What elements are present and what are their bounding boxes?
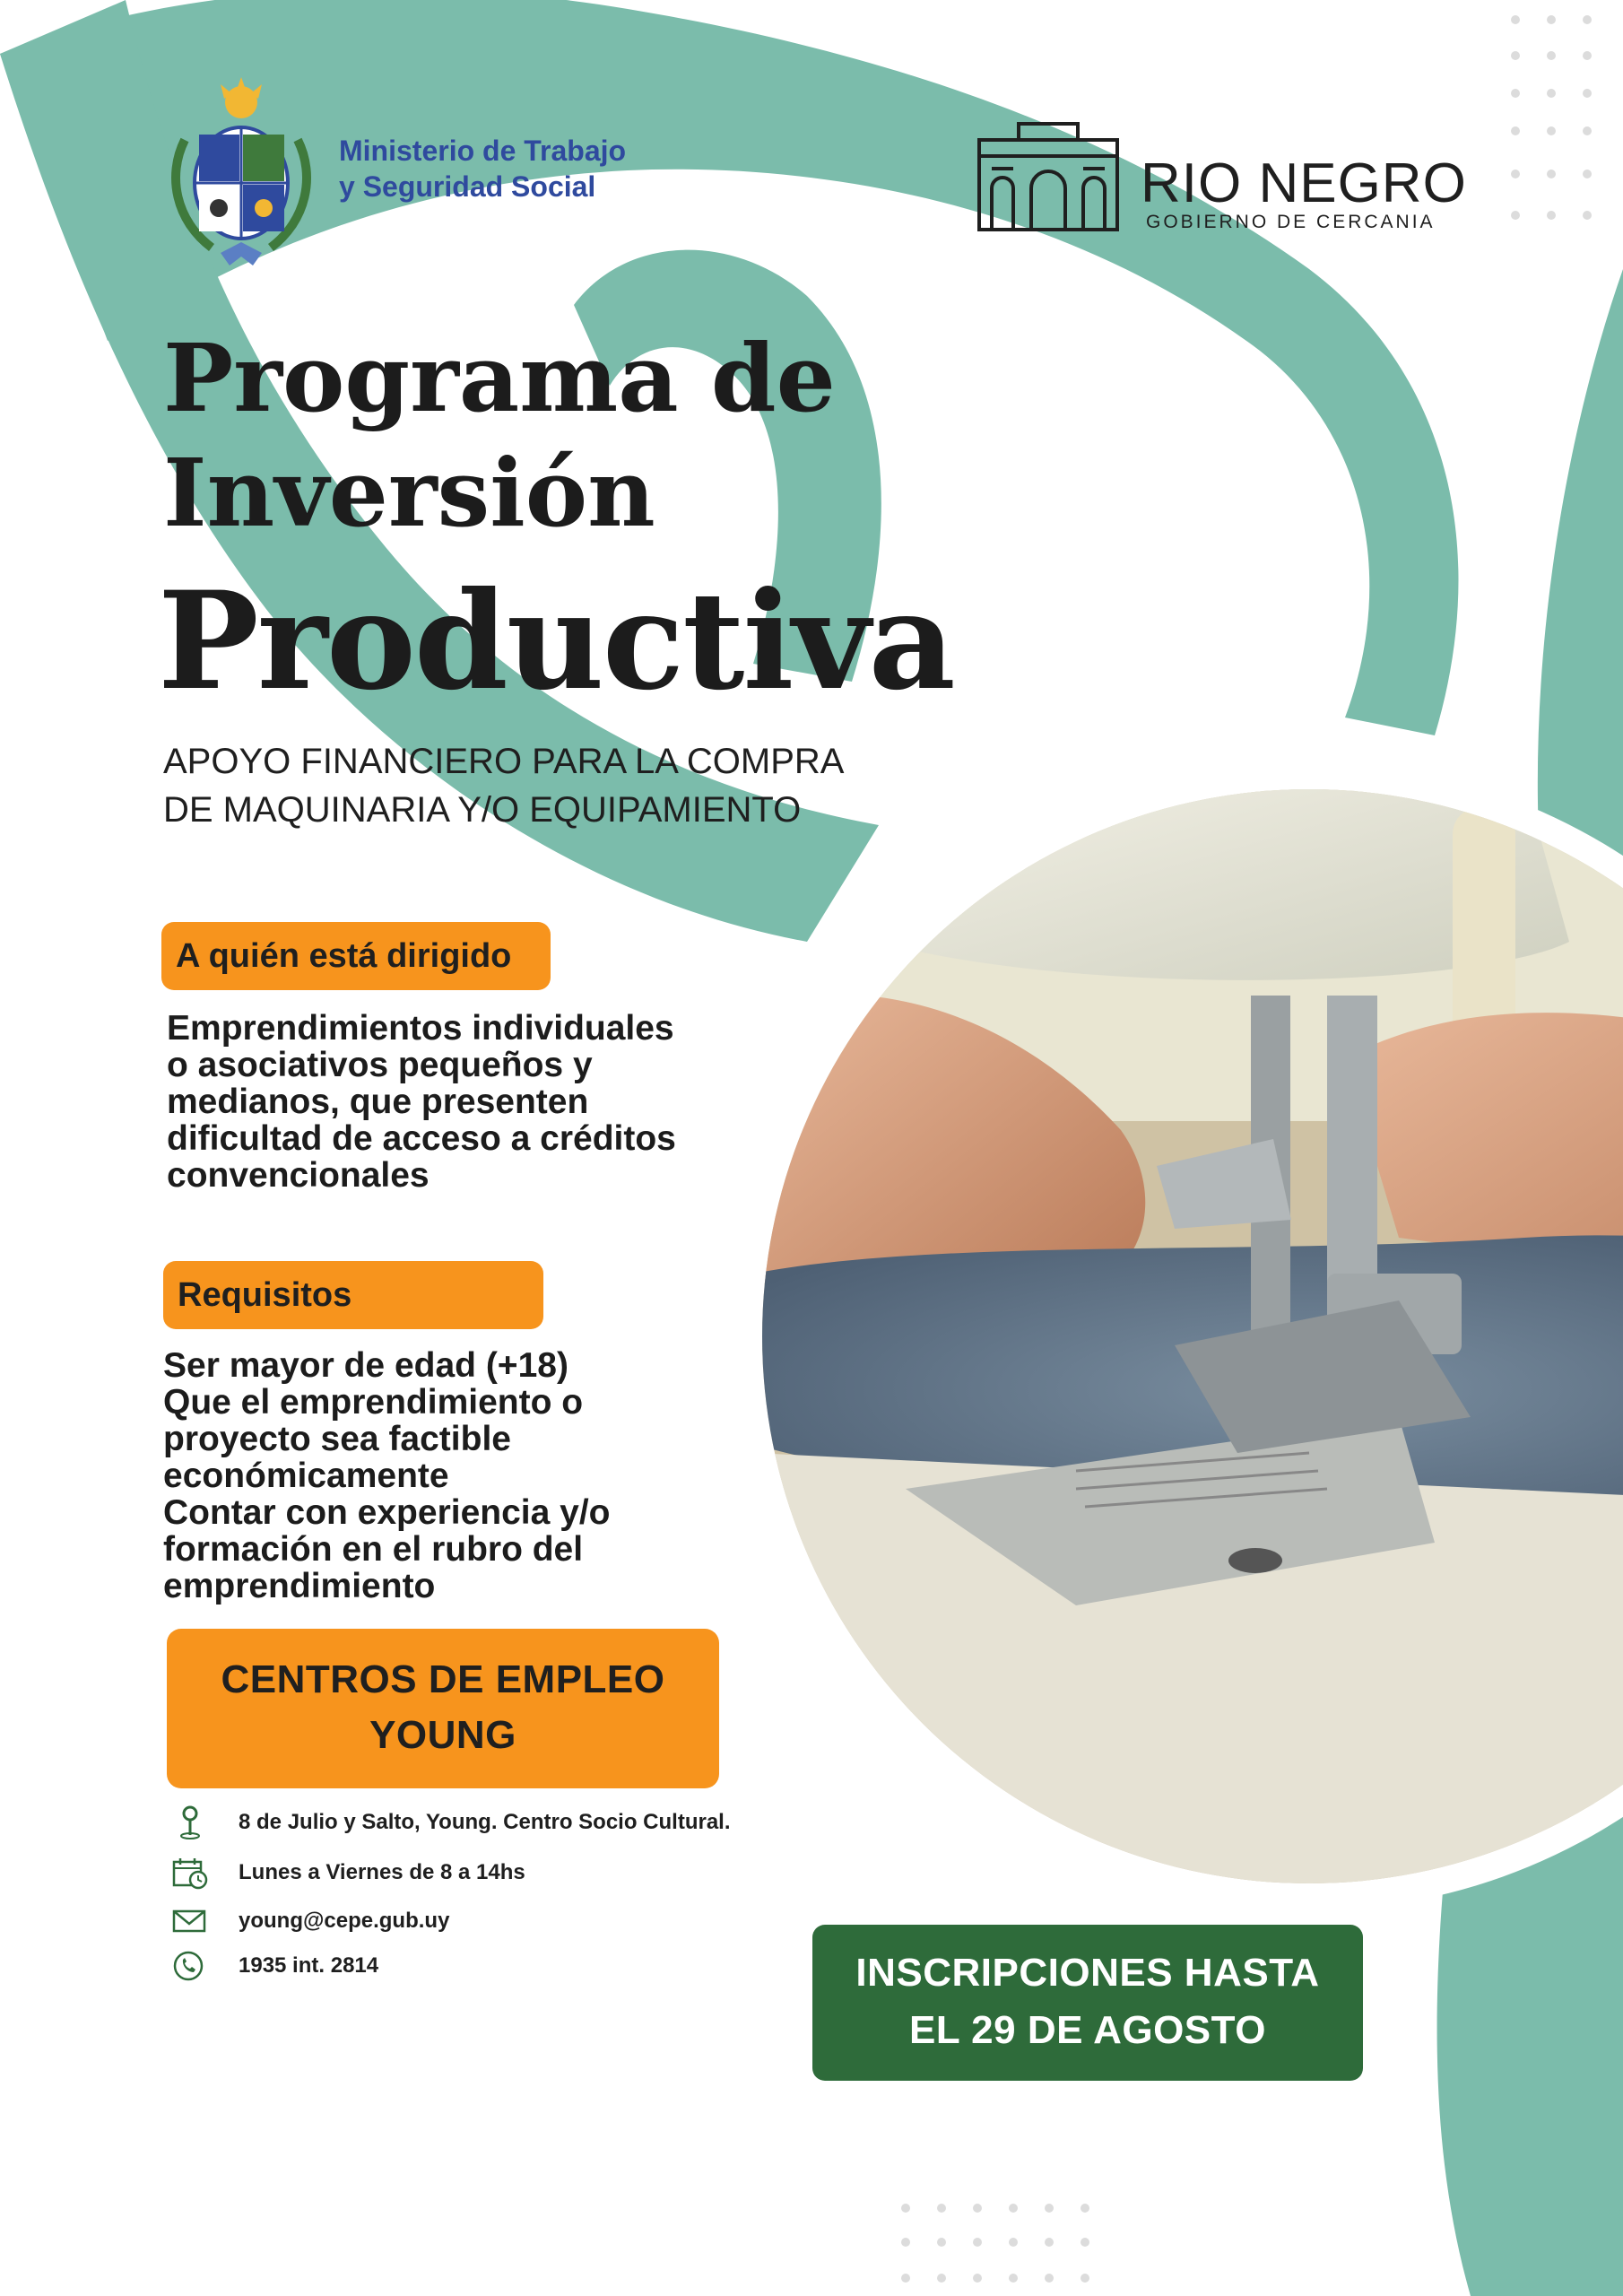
audience-label: A quién está dirigido (161, 922, 551, 990)
subtitle: APOYO FINANCIERO PARA LA COMPRA DE MAQUINARIA Y/O EQUIPAMIENTO (163, 742, 843, 830)
phone-text: 1935 int. 2814 (239, 1953, 379, 1978)
contact-address (170, 1805, 731, 1840)
centros-line-2: YOUNG (369, 1713, 516, 1757)
hours-text: Lunes a Viernes de 8 a 14hs (239, 1860, 525, 1884)
audience-text: Emprendimientos individuales o asociativos pequeños y medianos, que presenten dificultad de acceso a créditos convencionales (167, 1009, 676, 1195)
centros-de-empleo-banner (167, 1629, 719, 1788)
envelope-icon (170, 1903, 210, 1939)
map-pin-icon (170, 1805, 210, 1840)
title-line-1: Programa de (163, 323, 836, 433)
rio-negro-title: RIO NEGRO (1141, 152, 1467, 214)
email-text[interactable]: young@cepe.gub.uy (239, 1909, 450, 1933)
requirements-list (163, 1347, 737, 1605)
ministry-name (339, 133, 626, 204)
deadline-line-1: INSCRIPCIONES HASTA (855, 1951, 1320, 1995)
ministry-line-2: y Seguridad Social (339, 170, 596, 203)
requirement-item: Contar con experiencia y/o formación en el rubro del emprendimiento (163, 1493, 611, 1605)
contact-hours (170, 1855, 525, 1891)
contact-email (170, 1903, 449, 1939)
contact-phone (170, 1948, 378, 1984)
requirements-label: Requisitos (163, 1261, 543, 1329)
dot-grid-bottom (901, 2204, 1089, 2283)
ministry-line-1: Ministerio de Trabajo (339, 135, 627, 167)
title-line-2: Inversión (163, 438, 655, 548)
title-line-3: Productiva (158, 562, 954, 720)
rio-negro-building-logo (976, 122, 1121, 233)
sewing-photo (753, 780, 1623, 1892)
registration-deadline-banner (812, 1925, 1363, 2081)
rio-negro-subtitle: GOBIERNO DE CERCANIA (1146, 212, 1436, 232)
coat-of-arms-logo (167, 77, 316, 267)
dot-grid-top-right (1511, 15, 1592, 220)
requirement-item: Que el emprendimiento o proyecto sea factible económicamente (163, 1383, 584, 1495)
requirement-item: Ser mayor de edad (+18) (163, 1346, 568, 1385)
phone-icon (170, 1948, 210, 1984)
calendar-clock-icon (170, 1855, 210, 1891)
deadline-line-2: EL 29 DE AGOSTO (909, 2008, 1266, 2052)
centros-line-1: CENTROS DE EMPLEO (221, 1657, 665, 1701)
address-text: 8 de Julio y Salto, Young. Centro Socio Cultural. (239, 1810, 731, 1834)
